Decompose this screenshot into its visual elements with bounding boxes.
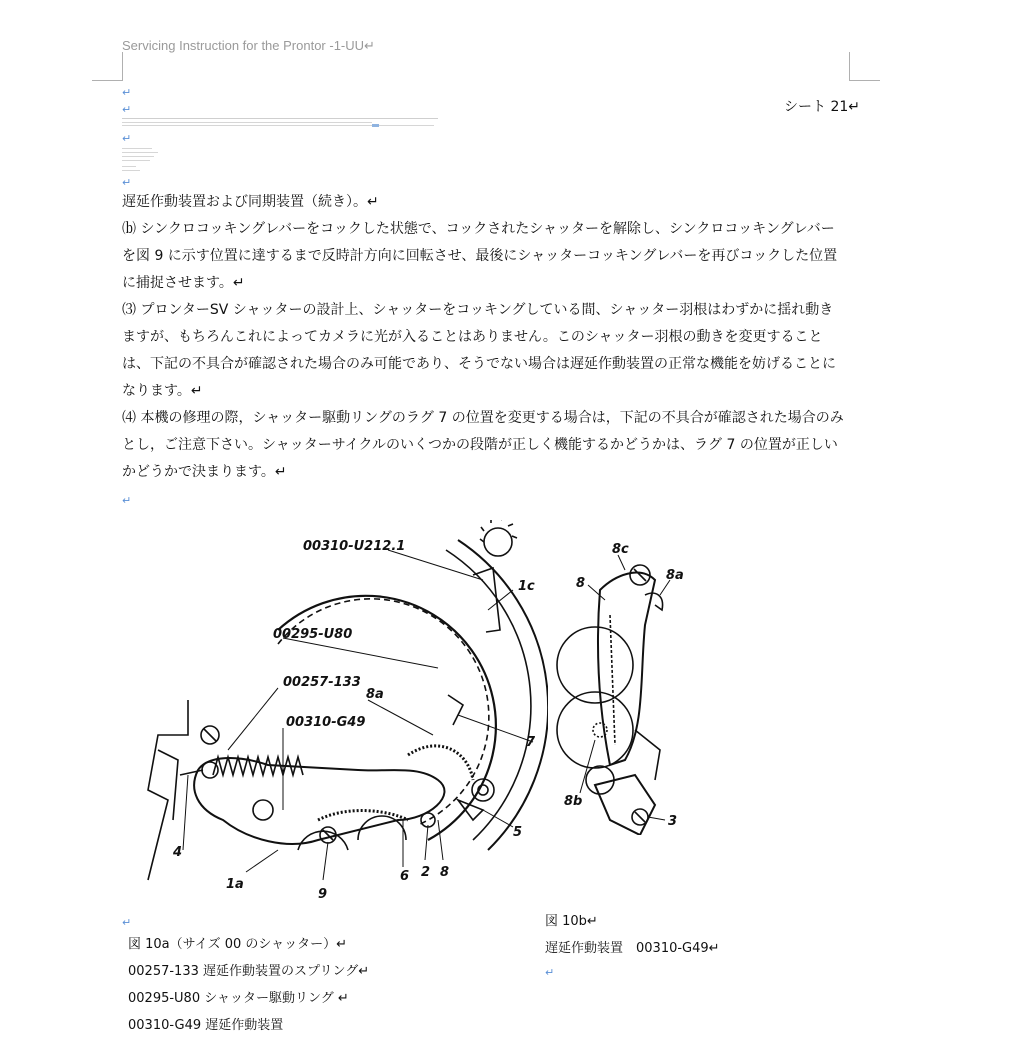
paragraph-mark: ↵ — [122, 916, 132, 929]
para-b-line2: を図 9 に示す位置に達するまで反時計方向に回転させ、最後にシャッターコッキングレバーを再びコックした位置 — [122, 248, 838, 264]
label-9: 9 — [318, 887, 328, 900]
caption-fig-10a: 図 10a（サイズ 00 のシャッター）↵ — [128, 937, 348, 952]
caption-item-00257: 00257-133 遅延作動装置のスプリング↵ — [128, 964, 370, 979]
tiny-text-line — [122, 122, 372, 123]
para-b-line1: ⒝ シンクロコッキングレバーをコックした状態で、コックされたシャッターを解除し、シンクロコッキングレバー — [122, 221, 835, 237]
label-2: 2 — [421, 865, 431, 880]
label-8c: 8c — [612, 542, 629, 557]
label-1a: 1a — [226, 877, 244, 892]
crop-mark-top-right — [849, 52, 880, 81]
label-5: 5 — [513, 825, 523, 840]
label-00257-133: 00257-133 — [283, 675, 361, 690]
figure-10b-diagram — [540, 535, 700, 835]
paragraph-mark: ↵ — [122, 132, 132, 145]
label-6: 6 — [400, 869, 410, 884]
paragraph-mark: ↵ — [122, 86, 132, 99]
paragraph-mark: ↵ — [122, 176, 132, 189]
label-8a: 8a — [666, 568, 684, 583]
label-1c: 1c — [518, 579, 535, 594]
para-3-line3: は、下記の不具合が確認された場合のみ可能であり、そうでない場合は遅延作動装置の正常な機能を妨げることに — [122, 356, 836, 372]
para-4-line2: とし，ご注意下さい。シャッターサイクルのいくつかの段階が正しく機能するかどうかは、ラグ 7 の位置が正しい — [122, 437, 838, 453]
tiny-highlight — [372, 124, 379, 127]
caption-right — [545, 908, 720, 962]
figure-10a-diagram — [128, 520, 548, 900]
tiny-text-line — [122, 156, 154, 157]
label-00310-g49: 00310-G49 — [286, 715, 366, 730]
label-8b: 8b — [564, 794, 583, 809]
label-8a: 8a — [366, 687, 384, 702]
para-b-line3: に捕捉させます。↵ — [122, 275, 245, 291]
paragraph-mark: ↵ — [122, 103, 132, 116]
body-text — [122, 189, 852, 486]
paragraph-mark: ↵ — [545, 966, 555, 979]
tiny-text-line — [122, 152, 158, 153]
label-3: 3 — [668, 814, 678, 829]
tiny-text-line — [122, 160, 150, 161]
caption-left — [128, 931, 369, 1039]
para-4-line3: かどうかで決まります。↵ — [122, 464, 287, 480]
running-header: Servicing Instruction for the Prontor -1-UU↵ — [122, 38, 375, 53]
para-3-line2: ますが、もちろんこれによってカメラに光が入ることはありません。このシャッター羽根の動きを変更すること — [122, 329, 823, 345]
caption-item-g49: 遅延作動装置 00310-G49↵ — [545, 941, 720, 956]
tiny-text-line — [122, 166, 136, 167]
tiny-text-line — [122, 118, 438, 119]
section-title: 遅延作動装置および同期装置（続き）。↵ — [122, 194, 379, 210]
caption-item-00295: 00295-U80 シャッター駆動リング ↵ — [128, 991, 349, 1006]
caption-fig-10b: 図 10b↵ — [545, 914, 598, 929]
label-7: 7 — [526, 735, 536, 750]
label-00295-u80: 00295-U80 — [273, 627, 353, 642]
label-4: 4 — [173, 845, 183, 860]
para-4-line1: ⑷ 本機の修理の際，シャッター駆動リングのラグ 7 の位置を変更する場合は，下記の不具合が確認された場合のみ — [122, 410, 844, 426]
tiny-text-line — [122, 125, 434, 126]
label-8: 8 — [440, 865, 450, 880]
tiny-text-line — [122, 148, 152, 149]
label-00310-u212: 00310-U212.1 — [303, 539, 406, 554]
label-8: 8 — [576, 576, 586, 591]
para-3-line4: なります。↵ — [122, 383, 203, 399]
caption-item-00310: 00310-G49 遅延作動装置 — [128, 1018, 284, 1033]
para-3-line1: ⑶ プロンターSV シャッターの設計上、シャッターをコッキングしている間、シャッター羽根はわずかに揺れ動き — [122, 302, 834, 318]
tiny-text-line — [122, 170, 140, 171]
sheet-number: シート 21↵ — [784, 99, 860, 115]
paragraph-mark: ↵ — [122, 494, 132, 507]
crop-mark-top-left — [92, 52, 123, 81]
